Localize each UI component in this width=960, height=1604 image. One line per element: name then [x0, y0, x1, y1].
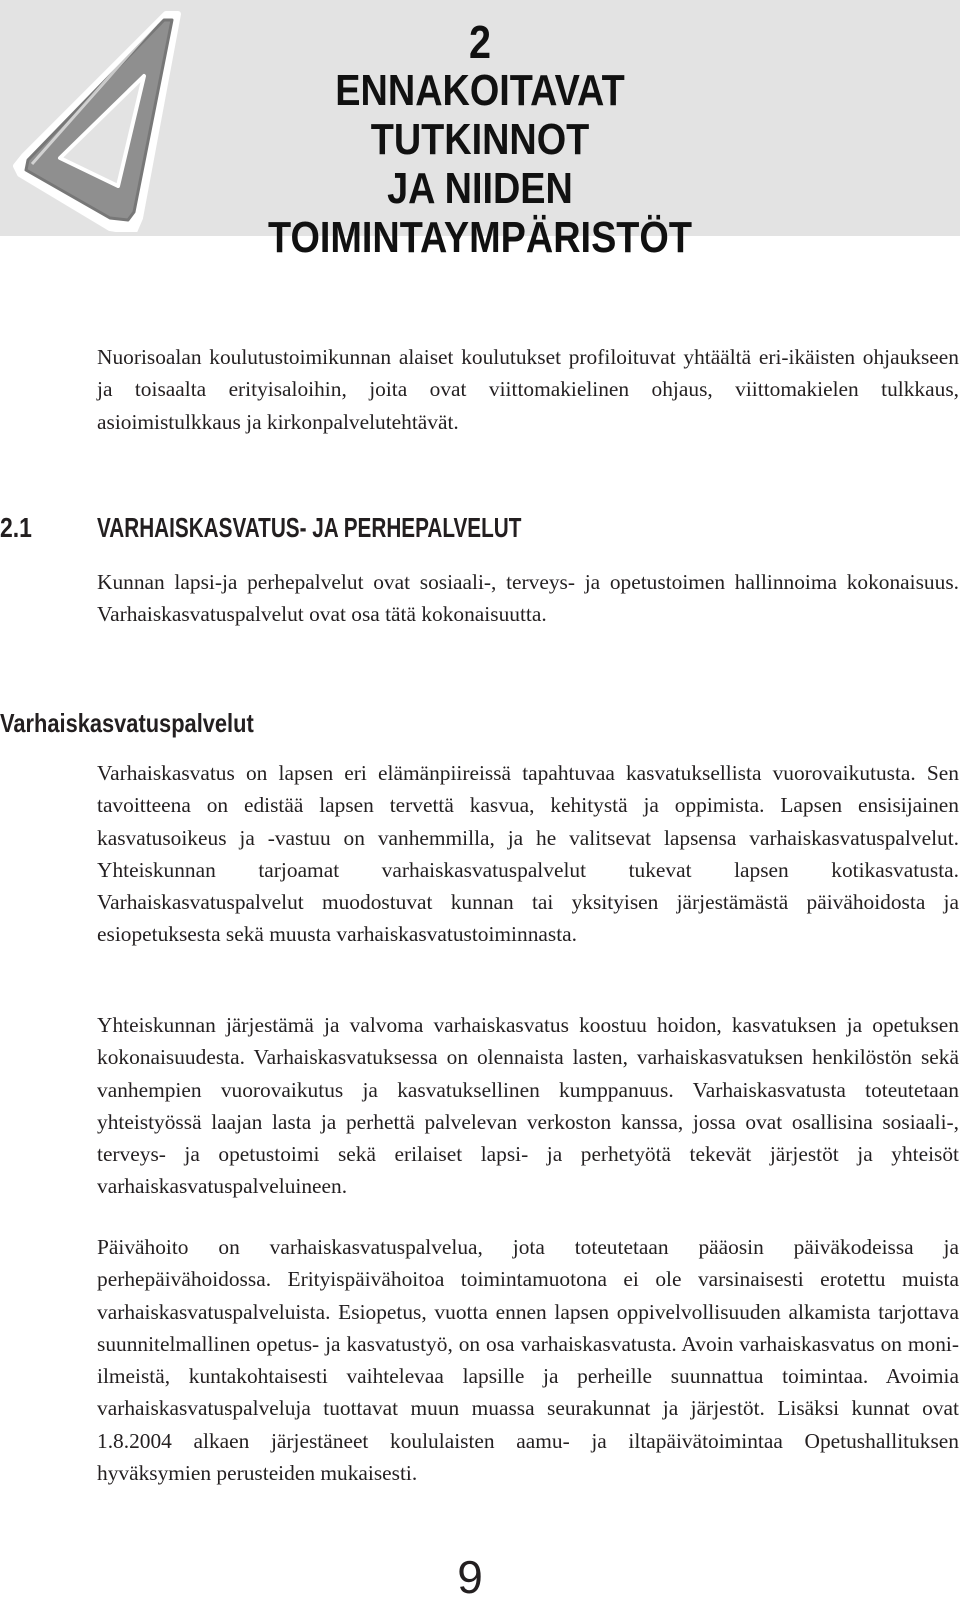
intro-paragraph: Nuorisoalan koulutustoimikunnan alaiset koulutukset profiloituvat yhtäältä eri-ikäisten ohjaukseen ja toisaalta erityisaloihin, joita ovat viittomakielinen ohjaus, viittomakielen tulkkaus, asioimistulkkaus ja kirkonpalvelutehtävät. — [97, 345, 959, 434]
chapter-number: 2 — [468, 16, 492, 68]
page-number: 9 — [457, 1551, 483, 1603]
chapter-number-2-logo — [6, 6, 186, 232]
section-paragraph: Kunnan lapsi-ja perhepalvelut ovat sosiaali-, terveys- ja opetustoimen hallinnoima kokonaisuus. Varhaiskasvatuspalvelut ovat osa tätä kokonaisuutta. — [97, 570, 959, 627]
section-heading — [0, 508, 960, 548]
chapter-title-block — [239, 18, 721, 262]
chapter-title-line-1: ENNAKOITAVAT TUTKINNOT — [335, 66, 625, 164]
chapter-title-line-2: JA NIIDEN — [387, 164, 573, 213]
body-paragraph-3: Päivähoito on varhaiskasvatuspalvelua, jota toteutetaan pääosin päiväkodeissa ja perhepäivähoidossa. Erityispäivähoitoa toimintamuotona ei ole varsinaisesti erotettu muista varhaiskasvatuspalveluista. Esiopetus, vuotta ennen lapsen oppivelvollisuuden alkamista tarjottava suunnitelmallinen opetus- ja kasvatustyö, on osa varhaiskasvatusta. Avoin varhaiskasvatus on moni-ilmeistä, kuntakohtaisesti vaihtelevaa lapsille ja perheille suunnattua toimintaa. Avoimia varhaiskasvatuspalveluja tuottavat muun muassa seurakunnat ja järjestöt. Lisäksi kunnat ovat 1.8.2004 alkaen järjestäneet koululaisten aamu- ja iltapäivätoimintaa Opetushallituksen hyväksymien perusteiden mukaisesti. — [97, 1235, 959, 1486]
chapter-header-band — [0, 0, 960, 262]
chapter-title-line-3: TOIMINTAYMPÄRISTÖT — [268, 213, 692, 262]
subsection-title: Varhaiskasvatuspalvelut — [0, 708, 254, 738]
section-title: VARHAISKASVATUS- JA PERHEPALVELUT — [97, 512, 522, 543]
body-paragraph-1: Varhaiskasvatus on lapsen eri elämänpiireissä tapahtuvaa kasvatuksellista vuorovaikutusta. Sen tavoitteena on edistää lapsen tervettä kasvua, kehitystä ja oppimista. Lapsen ensisijainen kasvatusoikeus ja -vastuu on vanhemmilla, ja he valitsevat lapsensa varhaiskasvatuspalvelut. Yhteiskunnan tarjoamat varhaiskasvatuspalvelut tukevat lapsen kotikasvatusta. Varhaiskasvatuspalvelut muodostuvat kunnan tai yksityisen järjestämästä päivähoidosta ja esiopetuksesta sekä muusta varhaiskasvatustoiminnasta. — [97, 761, 959, 947]
body-paragraph-2: Yhteiskunnan järjestämä ja valvoma varhaiskasvatus koostuu hoidon, kasvatuksen ja opetuksen kokonaisuudesta. Varhaiskasvatuksessa on olennaista lasten, varhaiskasvatuksen henkilöstön sekä vanhempien vuorovaikutus ja kasvatuksellinen kumppanuus. Varhaiskasvatusta toteutetaan yhteistyössä laajan lasta ja perhettä palvelevan verkoston kanssa, jossa ovat osallisina sosiaali-, terveys- ja opetustoimi sekä erilaiset lapsi- ja perhetyötä tekevät järjestöt ja yhteisöt varhaiskasvatuspalveluineen. — [97, 1013, 959, 1199]
section-number: 2.1 — [0, 512, 32, 543]
